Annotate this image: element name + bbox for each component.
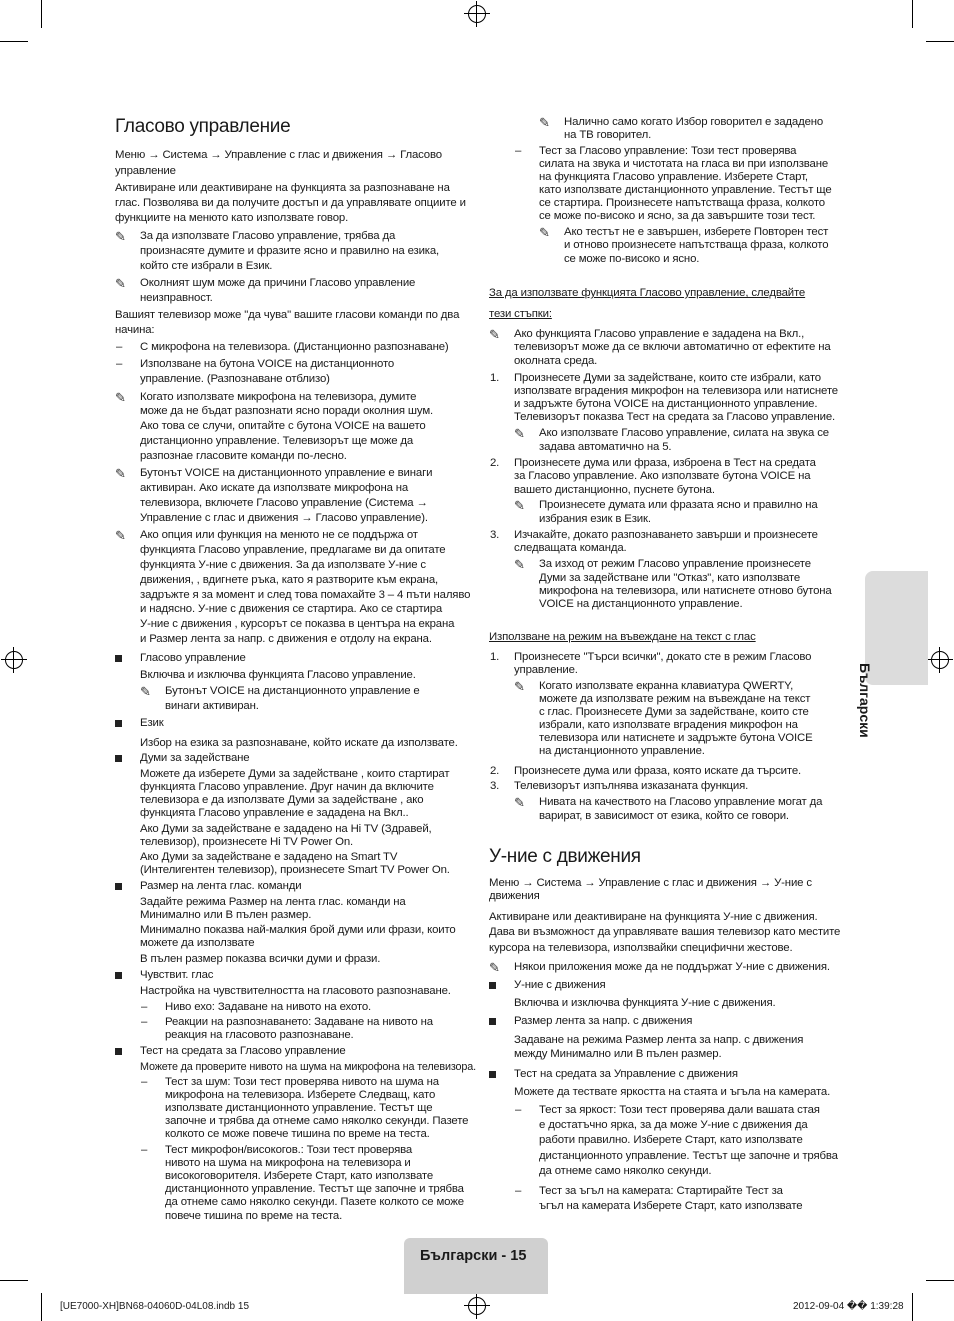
left-text-line: разпознае гласовите команди по-лесно. xyxy=(140,450,347,462)
pencil-note-icon: ✎ xyxy=(115,276,126,291)
right-text-line: Произнесете дума или фраза, изброена в Тест на средата xyxy=(514,457,816,469)
right-text-line: Телевизорът показва Тест на средата за Гласово управление. xyxy=(514,411,836,423)
left-text-line: Включва и изключва функцията Гласово управление. xyxy=(140,669,416,681)
left-text-line: микрофона на телевизора. Изберете Следващ, като xyxy=(165,1089,436,1101)
right-text-line: Тест за ъгъл на камерата: Стартирайте Тест за xyxy=(539,1185,783,1197)
crop-mark xyxy=(926,41,954,42)
left-text-line: Размер на лента глас. команди xyxy=(140,880,302,892)
left-text-line: Бутонът VOICE на дистанционното управление е винаги xyxy=(140,467,433,479)
right-text-line: на функцията Гласово управление. Изберете Старт, xyxy=(539,171,808,183)
left-text-line: функциите на менюто като използвате говор. xyxy=(115,212,349,224)
right-text-line: телевизора или натиснете и задръжте бутона VOICE xyxy=(539,732,813,744)
left-text-line: който сте избрали в Език. xyxy=(140,260,273,272)
right-text-line: Дава ви възможност да управлявате вашия телевизор като местите xyxy=(489,926,841,938)
left-text-line: Минимално или В пълен размер. xyxy=(140,909,312,921)
right-text-line: Тест за Гласово управление: Този тест проверява xyxy=(539,145,797,157)
right-text-line: Можете да тествате яркостта на стаята и ъгъла на камерата. xyxy=(514,1086,831,1098)
left-text-line: Когато използвате микрофона на телевизора, думите xyxy=(140,391,417,403)
left-text-line: колкото се може повече тишина по време на теста. xyxy=(165,1128,430,1140)
section-title-motion: У-ние с движения xyxy=(489,846,641,867)
dash-bullet: – xyxy=(141,1144,148,1156)
right-text-line: Произнесете "Търси всички", докато сте в режим Гласово xyxy=(514,651,812,663)
left-text-line: Бутонът VOICE на дистанционното управление е xyxy=(165,685,420,697)
right-text-line: на ТВ говорител. xyxy=(564,129,652,141)
crop-mark xyxy=(926,1280,954,1281)
left-text-line: можете да използвате xyxy=(140,937,255,949)
step-number: 2. xyxy=(490,457,500,469)
right-text-line: вашето дистанционно, пуснете бутона. xyxy=(514,484,715,496)
right-text-line: микрофона на телевизора, или натиснете отново бутона xyxy=(539,585,832,597)
crop-mark xyxy=(41,1293,42,1321)
right-text-line: дистанционното управление. Тестът ще започне и трябва xyxy=(539,1150,838,1162)
left-text-line: започне и трябва да отнеме само няколко секунди. Пазете xyxy=(165,1115,469,1127)
right-text-line: Тест за яркост: Този тест проверява дали вашата стая xyxy=(539,1104,820,1116)
left-text-line: функцията Гласово управление. Друг начин да включите xyxy=(140,781,434,793)
dash-bullet: – xyxy=(116,358,123,370)
pencil-note-icon: ✎ xyxy=(514,498,525,513)
dash-bullet: – xyxy=(515,145,522,157)
square-bullet-icon xyxy=(489,982,496,989)
left-text-line: Меню → Система → Управление с глас и движения → Гласово xyxy=(115,149,442,161)
right-text-line: Активиране или деактивиране на функцията У-ние с движения. xyxy=(489,911,818,923)
pencil-note-icon: ✎ xyxy=(115,229,126,244)
left-text-line: функцията Гласово управление, предлагаме ви да опитате xyxy=(140,544,446,556)
right-text-line: за Гласово управление. Ако използвате бутона VOICE на xyxy=(514,470,811,482)
step-number: 2. xyxy=(490,765,500,777)
left-text-line: Околният шум може да причини Гласово управление xyxy=(140,277,416,289)
right-text-line: Нивата на качеството на Гласово управление могат да xyxy=(539,796,823,808)
right-text-line: Задаване на режима Размер лента за напр. с движения xyxy=(514,1034,804,1046)
left-text-line: телевизор), произнесете Hi TV Power On. xyxy=(140,836,354,848)
left-text-line: Гласово управление xyxy=(140,652,246,664)
crop-mark xyxy=(41,0,42,28)
left-text-line: управление xyxy=(115,165,176,177)
left-text-line: да отнеме само няколко секунди. Пазете колкото се може xyxy=(165,1196,464,1208)
left-text-line: Задайте режима Размер на лента глас. команди на xyxy=(140,896,406,908)
left-text-line: Ако Думи за задействане е зададено на Hi TV (Здравей, xyxy=(140,823,432,835)
right-text-line: Произнесете Думи за задействане, които сте избрали, като xyxy=(514,372,821,384)
registration-mark-icon xyxy=(468,1297,486,1315)
pencil-note-icon: ✎ xyxy=(115,466,126,481)
right-text-line: Използване на режим на въвеждане на текст с глас xyxy=(489,631,756,643)
left-text-line: Можете да проверите нивото на шума на микрофона на телевизора. xyxy=(140,1061,476,1073)
left-text-line: В пълен размер показва всички думи и фрази. xyxy=(140,953,381,965)
right-text-line: За да използвате функцията Гласово управление, следвайте xyxy=(489,287,806,299)
right-text-line: с глас. Произнесете Думи за задействане, които сте xyxy=(539,706,809,718)
right-text-line: варират, в зависимост от езика, който се говори. xyxy=(539,810,789,822)
left-text-line: Чувствит. глас xyxy=(140,969,214,981)
right-text-line: работи правилно. Изберете Старт, като използвате xyxy=(539,1134,803,1146)
right-text-line: телевизорът може да се включи автоматично от ефектите на xyxy=(514,341,831,353)
left-text-line: управление. (Разпознаване отблизо) xyxy=(140,373,330,385)
right-text-line: движения xyxy=(489,890,540,902)
left-text-line: задръжте я за момент и след това помахайте 3 – 4 пъти наляво xyxy=(140,589,471,601)
left-text-line: дистанционно управление. Телевизорът ще може да xyxy=(140,435,414,447)
left-text-line: високоговорителя. Изберете Старт, като използвате xyxy=(165,1170,434,1182)
right-text-line: Размер лента за напр. с движения xyxy=(514,1015,693,1027)
registration-mark-icon xyxy=(468,5,486,23)
square-bullet-icon xyxy=(489,1018,496,1025)
right-text-line: на дистанционното управление. xyxy=(539,745,705,757)
pencil-note-icon: ✎ xyxy=(489,327,500,342)
language-side-tab xyxy=(857,571,928,738)
right-text-line: между Минимално или В пълен размер. xyxy=(514,1048,722,1060)
square-bullet-icon xyxy=(115,755,122,762)
left-text-line: нивото на шума на микрофона на телевизора и xyxy=(165,1157,411,1169)
left-text-line: Можете да изберете Думи за задействане , които стартират xyxy=(140,768,450,780)
left-text-line: телевизора е да използвате Думи за задействане , ако xyxy=(140,794,424,806)
right-text-line: Произнесете думата или фразата ясно и правилно на xyxy=(539,499,818,511)
right-text-line: Ако функцията Гласово управление е зададена на Вкл., xyxy=(514,328,805,340)
left-text-line: неизправност. xyxy=(140,292,213,304)
left-text-line: Избор на езика за разпознаване, който искате да използвате. xyxy=(140,737,458,749)
right-text-line: Телевизорът изпълнява изказаната функция. xyxy=(514,780,749,792)
left-text-line: и Размер лента за напр. с движения е отдолу на екрана. xyxy=(140,633,432,645)
dash-bullet: – xyxy=(141,1076,148,1088)
right-text-line: избрания език в Език. xyxy=(539,513,651,525)
pencil-note-icon: ✎ xyxy=(489,960,500,975)
left-text-line: Настройка на чувствителността на гласовото разпознаване. xyxy=(140,985,451,997)
square-bullet-icon xyxy=(115,1048,122,1055)
left-text-line: Ако това се случи, опитайте с бутона VOICE на вашето xyxy=(140,420,426,432)
square-bullet-icon xyxy=(115,655,122,662)
dash-bullet: – xyxy=(116,341,123,353)
left-text-line: (Интелигентен телевизор), произнесете Smart TV Power On. xyxy=(140,864,450,876)
right-text-line: се може по-високо и ясно. xyxy=(564,253,700,265)
right-text-line: управление. xyxy=(514,664,578,676)
pencil-note-icon: ✎ xyxy=(514,795,525,810)
left-text-line: Минимално показва най-малкия брой думи или фрази, които xyxy=(140,924,456,936)
right-text-line: като използвате дистанционното управление. Тестът ще xyxy=(539,184,832,196)
square-bullet-icon xyxy=(115,720,122,727)
right-text-line: се стартира. Произнесете напътстваща фраза, колкото xyxy=(539,197,825,209)
right-text-line: Ако тестът не е завършен, изберете Повторен тест xyxy=(564,226,829,238)
step-number: 1. xyxy=(490,372,500,384)
left-text-line: използвате дистанционното управление. Тестът ще xyxy=(165,1102,433,1114)
pencil-note-icon: ✎ xyxy=(539,115,550,130)
left-text-line: Управление с глас и движения → Гласово управление). xyxy=(140,512,428,524)
page-number: Български - 15 xyxy=(420,1248,527,1264)
right-text-line: ъгъл на камерата Изберете Старт, като използвате xyxy=(539,1200,803,1212)
left-text-line: функцията Гласово управление е зададена на Вкл.. xyxy=(140,807,409,819)
language-tab-label: Български xyxy=(857,663,873,738)
right-text-line: Налично само когато Избор говорител е зададено xyxy=(564,116,824,128)
right-text-line: Произнесете дума или фраза, която искате да търсите. xyxy=(514,765,802,777)
pencil-note-icon: ✎ xyxy=(115,528,126,543)
left-text-line: За да използвате Гласово управление, трябва да xyxy=(140,230,396,242)
left-text-line: Думи за задействане xyxy=(140,752,250,764)
step-number: 3. xyxy=(490,780,500,792)
dash-bullet: – xyxy=(515,1104,522,1116)
right-text-line: е достатъчно ярка, за да може У-ние с движения да xyxy=(539,1119,808,1131)
pencil-note-icon: ✎ xyxy=(115,390,126,405)
left-text-line: телевизора, включете Гласово управление (Система → xyxy=(140,497,428,509)
left-text-line: У-ние с движения , курсорът се показва в центъра на екрана xyxy=(140,618,455,630)
right-text-line: VOICE на дистанционното управление. xyxy=(539,598,743,610)
right-text-line: Ако използвате Гласово управление, силата на звука се xyxy=(539,427,829,439)
crop-mark xyxy=(912,1293,913,1321)
left-text-line: С микрофона на телевизора. (Дистанционно разпознаване) xyxy=(140,341,449,353)
right-text-line: Думи за задействане или "Отказ", като използвате xyxy=(539,572,801,584)
crop-mark xyxy=(0,1280,28,1281)
left-text-line: Ако Думи за задействане е зададено на Smart TV xyxy=(140,851,398,863)
right-text-line: избрали, като използвате вградения микрофон на xyxy=(539,719,798,731)
pencil-note-icon: ✎ xyxy=(140,684,151,699)
right-text-line: У-ние с движения xyxy=(514,979,606,991)
right-text-line: Тест на средата за Управление с движения xyxy=(514,1068,738,1080)
square-bullet-icon xyxy=(115,883,122,890)
right-text-line: можете да използвате режим на въвеждане на текст xyxy=(539,693,811,705)
right-text-line: Когато използвате екранна клавиатура QWERTY, xyxy=(539,680,794,692)
step-number: 1. xyxy=(490,651,500,663)
left-text-line: движения, , вдигнете ръка, като я разтворите към екрана, xyxy=(140,574,439,586)
left-text-line: реакция на гласовото разпознаване. xyxy=(165,1029,354,1041)
left-text-line: начина: xyxy=(115,324,155,336)
right-text-line: Някои приложения може да не поддържат У-ние с движения. xyxy=(514,961,830,973)
left-text-line: може да не бъдат разпознати ясно поради околния шум. xyxy=(140,405,434,417)
section-title: Гласово управление xyxy=(115,116,291,137)
left-text-line: Вашият телевизор може "да чува" вашите гласови команди по два xyxy=(115,309,460,321)
right-text-line: силата на звука и чистотата на гласа ви при използване xyxy=(539,158,829,170)
left-text-line: глас. Позволява ви да получите достъп и да управлявате опциите и xyxy=(115,197,466,209)
left-text-line: Език xyxy=(140,717,164,729)
left-text-line: функцията У-ние с движения. За да използвате У-ние с xyxy=(140,559,426,571)
pencil-note-icon: ✎ xyxy=(514,426,525,441)
registration-mark-icon xyxy=(5,651,23,669)
left-text-line: Активиране или деактивиране на функцията за разпознаване на xyxy=(115,182,450,194)
right-text-line: се може по-високо и ясно, за да завършите този тест. xyxy=(539,210,816,222)
dash-bullet: – xyxy=(515,1185,522,1197)
page-footer xyxy=(404,1238,548,1294)
pencil-note-icon: ✎ xyxy=(514,679,525,694)
crop-mark xyxy=(0,41,28,42)
step-number: 3. xyxy=(490,529,500,541)
right-text-line: следващата команда. xyxy=(514,542,627,554)
left-text-line: активиран. Ако искате да използвате микрофона на xyxy=(140,482,409,494)
right-text-line: Меню → Система → Управление с глас и движения → У-ние с xyxy=(489,877,812,889)
right-text-line: Изчакайте, докато разпознаването завърши и произнесете xyxy=(514,529,818,541)
crop-mark xyxy=(912,0,913,28)
pencil-note-icon: ✎ xyxy=(514,557,525,572)
imprint-left: [UE7000-XH]BN68-04060D-04L08.indb 15 xyxy=(60,1301,250,1312)
left-text-line: Използване на бутона VOICE на дистанционното xyxy=(140,358,395,370)
left-text-line: Ниво ехо: Задаване на нивото на ехото. xyxy=(165,1001,372,1013)
left-text-line: и надясно. У-ние с движения се стартира. Ако се стартира xyxy=(140,603,443,615)
square-bullet-icon xyxy=(489,1071,496,1078)
pencil-note-icon: ✎ xyxy=(539,225,550,240)
left-text-line: Тест на средата за Гласово управление xyxy=(140,1045,346,1057)
imprint-right: 2012-09-04 �� 1:39:28 xyxy=(793,1301,904,1312)
right-text-line: околната среда. xyxy=(514,355,598,367)
right-text-line: и отново произнесете напътстваща фраза, колкото xyxy=(564,239,829,251)
right-text-line: задава автоматично на 5. xyxy=(539,441,672,453)
left-text-line: Ако опция или функция на менюто не се поддържа от xyxy=(140,529,418,541)
dash-bullet: – xyxy=(141,1016,148,1028)
dash-bullet: – xyxy=(141,1001,148,1013)
right-text-line: Включва и изключва функцията У-ние с движения. xyxy=(514,997,776,1009)
registration-mark-icon xyxy=(931,651,949,669)
left-text-line: Тест микрофон/високогов.: Този тест проверява xyxy=(165,1144,413,1156)
right-text-line: и задръжте бутона VOICE на дистанционното управление. xyxy=(514,398,818,410)
right-text-line: За изход от режим Гласово управление произнесете xyxy=(539,558,811,570)
right-text-line: курсора на телевизора, използвайки специфични жестове. xyxy=(489,942,793,954)
left-text-line: Реакции на разпознаването: Задаване на нивото на xyxy=(165,1016,433,1028)
left-text-line: произнасяте думите и фразите ясно и правилно на езика, xyxy=(140,245,440,257)
left-text-line: винаги активиран. xyxy=(165,700,259,712)
left-text-line: повече тишина по време на теста. xyxy=(165,1210,343,1222)
right-text-line: да отнеме само няколко секунди. xyxy=(539,1165,712,1177)
right-text-line: тези стъпки: xyxy=(489,308,552,320)
right-text-line: използвате вградения микрофон на телевизора или натиснете xyxy=(514,385,838,397)
left-text-line: дистанционното управление. Тестът ще започне и трябва xyxy=(165,1183,464,1195)
left-text-line: Тест за шум: Този тест проверява нивото на шума на xyxy=(165,1076,439,1088)
square-bullet-icon xyxy=(115,972,122,979)
